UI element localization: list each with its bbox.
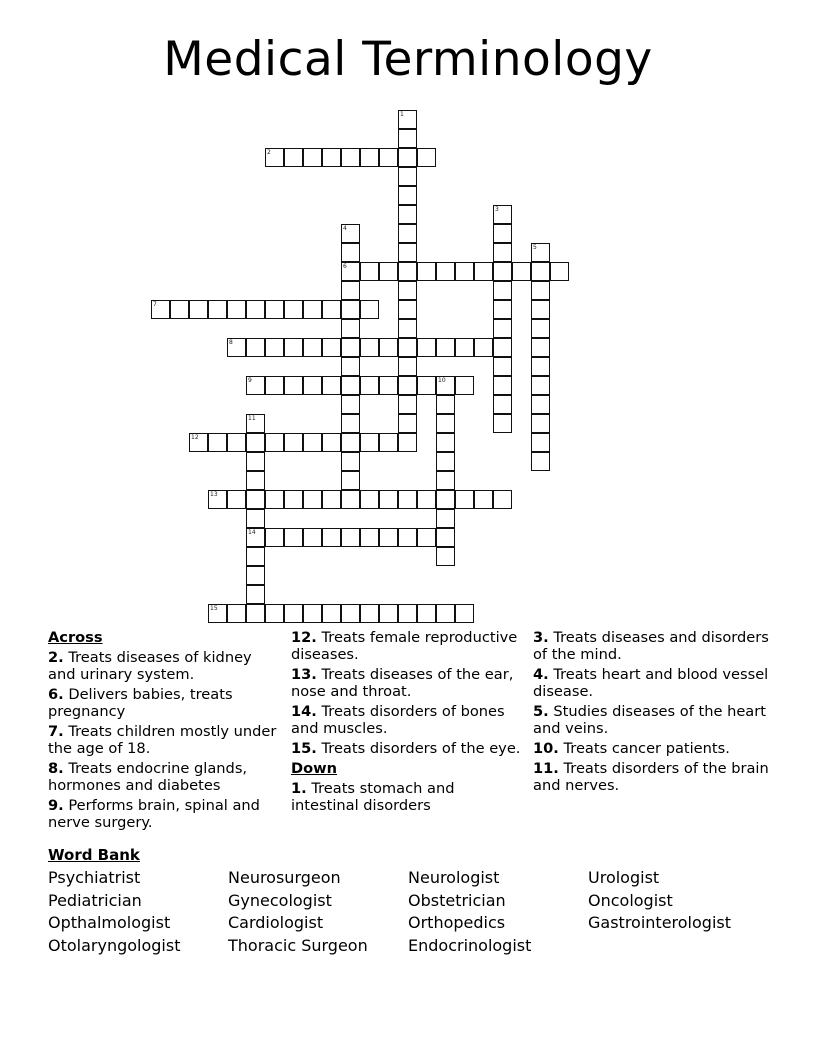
grid-cell[interactable]: [284, 604, 303, 623]
grid-cell[interactable]: [284, 338, 303, 357]
grid-cell[interactable]: [151, 300, 170, 319]
grid-cell[interactable]: [493, 300, 512, 319]
grid-cell[interactable]: [417, 528, 436, 547]
grid-cell[interactable]: [531, 338, 550, 357]
grid-cell[interactable]: [246, 604, 265, 623]
grid-cell[interactable]: [436, 604, 455, 623]
clue-number: 7: [153, 301, 157, 308]
across-heading: Across: [48, 629, 103, 646]
grid-cell[interactable]: [398, 528, 417, 547]
grid-cell[interactable]: [493, 319, 512, 338]
grid-cell[interactable]: [493, 205, 512, 224]
grid-cell[interactable]: [303, 300, 322, 319]
grid-cell[interactable]: [246, 300, 265, 319]
grid-cell[interactable]: [436, 509, 455, 528]
grid-cell[interactable]: [246, 547, 265, 566]
grid-cell[interactable]: [227, 490, 246, 509]
grid-cell[interactable]: [341, 281, 360, 300]
clue-number: 10: [438, 377, 446, 384]
clue-across-8: 8. Treats endocrine glands, hormones and diabetes: [48, 760, 248, 794]
grid-cell[interactable]: [493, 262, 512, 281]
clue-number: 15: [210, 605, 218, 612]
clue-number: 12: [191, 434, 199, 441]
clue-number: 8: [229, 339, 233, 346]
grid-cell[interactable]: [417, 338, 436, 357]
grid-cell[interactable]: [246, 566, 265, 585]
grid-cell[interactable]: [341, 604, 360, 623]
clues-column-1: [48, 629, 283, 834]
grid-cell[interactable]: [322, 433, 341, 452]
clue-down-1: 1. Treats stomach and intestinal disorders: [291, 780, 455, 814]
word-bank-item: Thoracic Surgeon: [228, 935, 368, 955]
grid-cell[interactable]: [493, 414, 512, 433]
clue-number: 9: [248, 377, 252, 384]
grid-cell[interactable]: [246, 490, 265, 509]
grid-cell[interactable]: [360, 262, 379, 281]
clue-number: 1: [400, 111, 404, 118]
grid-cell[interactable]: [303, 376, 322, 395]
down-heading: Down: [291, 760, 338, 777]
grid-cell[interactable]: [341, 433, 360, 452]
word-bank-item: Orthopedics: [408, 913, 506, 932]
grid-cell[interactable]: [398, 186, 417, 205]
grid-cell[interactable]: [341, 319, 360, 338]
clue-across-14: 14. Treats disorders of bones and muscles.: [291, 703, 505, 737]
grid-cell[interactable]: [227, 433, 246, 452]
grid-cell[interactable]: [284, 490, 303, 509]
grid-cell[interactable]: [360, 338, 379, 357]
grid-cell[interactable]: [531, 414, 550, 433]
grid-cell[interactable]: [417, 490, 436, 509]
grid-cell[interactable]: [379, 148, 398, 167]
grid-cell[interactable]: [265, 433, 284, 452]
clue-number: 14: [248, 529, 256, 536]
word-bank-item: Endocrinologist: [408, 935, 532, 955]
grid-cell[interactable]: [474, 338, 493, 357]
grid-cell[interactable]: [208, 433, 227, 452]
grid-cell[interactable]: [379, 262, 398, 281]
clue-down-4: 4. Treats heart and blood vessel disease.: [533, 666, 769, 700]
grid-cell[interactable]: [284, 376, 303, 395]
clue-number: 4: [343, 225, 347, 232]
grid-cell[interactable]: [246, 471, 265, 490]
grid-cell[interactable]: [531, 262, 550, 281]
grid-cell[interactable]: [227, 604, 246, 623]
clue-down-11: 11. Treats disorders of the brain and nerves.: [533, 760, 769, 794]
grid-cell[interactable]: [398, 262, 417, 281]
grid-cell[interactable]: [398, 338, 417, 357]
clue-number: 3: [495, 206, 499, 213]
grid-cell[interactable]: [246, 452, 265, 471]
grid-cell[interactable]: [341, 528, 360, 547]
grid-cell[interactable]: [284, 148, 303, 167]
grid-cell[interactable]: [322, 528, 341, 547]
clue-down-3: 3. Treats diseases and disorders of the mind.: [533, 629, 769, 663]
grid-cell[interactable]: [531, 395, 550, 414]
grid-cell[interactable]: [265, 528, 284, 547]
grid-cell[interactable]: [360, 148, 379, 167]
grid-cell[interactable]: [379, 604, 398, 623]
grid-cell[interactable]: [398, 224, 417, 243]
grid-cell[interactable]: [379, 490, 398, 509]
grid-cell[interactable]: [493, 376, 512, 395]
clue-down-5: 5. Studies diseases of the heart and veins.: [533, 703, 766, 737]
grid-cell[interactable]: [170, 300, 189, 319]
grid-cell[interactable]: [474, 262, 493, 281]
grid-cell[interactable]: [208, 490, 227, 509]
grid-cell[interactable]: [531, 452, 550, 471]
word-bank-item: Oncologist: [588, 890, 673, 910]
word-bank-item: Opthalmologist: [48, 913, 171, 932]
grid-cell[interactable]: [360, 376, 379, 395]
word-bank-item: Urologist: [588, 868, 660, 887]
grid-cell[interactable]: [322, 300, 341, 319]
clue-across-13: 13. Treats diseases of the ear, nose and throat.: [291, 666, 514, 700]
grid-cell[interactable]: [322, 148, 341, 167]
grid-cell[interactable]: [455, 604, 474, 623]
grid-cell[interactable]: [360, 604, 379, 623]
grid-cell[interactable]: [493, 490, 512, 509]
grid-cell[interactable]: [341, 395, 360, 414]
puzzle-title: Medical Terminology: [163, 32, 653, 87]
grid-cell[interactable]: [265, 148, 284, 167]
grid-cell[interactable]: [341, 300, 360, 319]
clues-column-2: [291, 629, 526, 817]
grid-cell[interactable]: [436, 338, 455, 357]
grid-cell[interactable]: [341, 471, 360, 490]
grid-cell[interactable]: [341, 357, 360, 376]
grid-cell[interactable]: [398, 205, 417, 224]
grid-cell[interactable]: [398, 129, 417, 148]
grid-cell[interactable]: [455, 338, 474, 357]
clue-number: 5: [533, 244, 537, 251]
grid-cell[interactable]: [417, 604, 436, 623]
grid-cell[interactable]: [398, 490, 417, 509]
grid-cell[interactable]: [455, 262, 474, 281]
grid-cell[interactable]: [341, 376, 360, 395]
grid-cell[interactable]: [436, 528, 455, 547]
word-bank-item: Gynecologist: [228, 890, 332, 910]
grid-cell[interactable]: [436, 452, 455, 471]
grid-cell[interactable]: [322, 490, 341, 509]
clues-column-3: [533, 629, 773, 797]
grid-cell[interactable]: [208, 300, 227, 319]
clue-number: 6: [343, 263, 347, 270]
grid-cell[interactable]: [436, 262, 455, 281]
grid-cell[interactable]: [303, 528, 322, 547]
grid-cell[interactable]: [493, 338, 512, 357]
clue-number: 13: [210, 491, 218, 498]
grid-cell[interactable]: [379, 528, 398, 547]
word-bank-title: Word Bank: [48, 846, 140, 864]
grid-cell[interactable]: [360, 433, 379, 452]
grid-cell[interactable]: [398, 376, 417, 395]
grid-cell[interactable]: [265, 376, 284, 395]
grid-cell[interactable]: [455, 490, 474, 509]
word-bank: [48, 867, 788, 957]
grid-cell[interactable]: [436, 433, 455, 452]
grid-cell[interactable]: [341, 243, 360, 262]
grid-cell[interactable]: [398, 357, 417, 376]
clue-down-10: 10. Treats cancer patients.: [533, 740, 730, 757]
grid-cell[interactable]: [436, 376, 455, 395]
grid-cell[interactable]: [417, 148, 436, 167]
grid-cell[interactable]: [265, 490, 284, 509]
grid-cell[interactable]: [246, 585, 265, 604]
grid-cell[interactable]: [531, 357, 550, 376]
grid-cell[interactable]: [265, 338, 284, 357]
grid-cell[interactable]: [398, 319, 417, 338]
grid-cell[interactable]: [436, 471, 455, 490]
clue-number: 11: [248, 415, 256, 422]
clue-across-2: 2. Treats diseases of kidney and urinary system.: [48, 649, 252, 683]
grid-cell[interactable]: [322, 604, 341, 623]
word-bank-item: Neurologist: [408, 868, 500, 887]
grid-cell[interactable]: [246, 414, 265, 433]
grid-cell[interactable]: [493, 281, 512, 300]
grid-cell[interactable]: [246, 509, 265, 528]
grid-cell[interactable]: [531, 281, 550, 300]
grid-cell[interactable]: [493, 243, 512, 262]
grid-cell[interactable]: [398, 300, 417, 319]
clue-across-12: 12. Treats female reproductive diseases.: [291, 629, 518, 663]
grid-cell[interactable]: [322, 376, 341, 395]
grid-cell[interactable]: [360, 528, 379, 547]
grid-cell[interactable]: [531, 300, 550, 319]
grid-cell[interactable]: [493, 357, 512, 376]
grid-cell[interactable]: [341, 452, 360, 471]
grid-cell[interactable]: [436, 490, 455, 509]
grid-cell[interactable]: [379, 338, 398, 357]
clue-across-15: 15. Treats disorders of the eye.: [291, 740, 521, 757]
grid-cell[interactable]: [474, 490, 493, 509]
grid-cell[interactable]: [398, 243, 417, 262]
word-bank-item: Gastrointerologist: [588, 913, 731, 932]
grid-cell[interactable]: [303, 338, 322, 357]
word-bank-item: Otolaryngologist: [48, 935, 181, 955]
grid-cell[interactable]: [341, 338, 360, 357]
grid-cell[interactable]: [531, 376, 550, 395]
grid-cell[interactable]: [303, 604, 322, 623]
grid-cell[interactable]: [265, 604, 284, 623]
grid-cell[interactable]: [341, 262, 360, 281]
grid-cell[interactable]: [398, 110, 417, 129]
grid-cell[interactable]: [436, 395, 455, 414]
grid-cell[interactable]: [265, 300, 284, 319]
grid-cell[interactable]: [303, 490, 322, 509]
grid-cell[interactable]: [531, 243, 550, 262]
word-bank-item: Cardiologist: [228, 913, 324, 932]
grid-cell[interactable]: [379, 376, 398, 395]
clue-across-9: 9. Performs brain, spinal and nerve surgery.: [48, 797, 260, 831]
grid-cell[interactable]: [531, 319, 550, 338]
grid-cell[interactable]: [398, 604, 417, 623]
grid-cell[interactable]: [322, 338, 341, 357]
grid-cell[interactable]: [398, 433, 417, 452]
grid-cell[interactable]: [512, 262, 531, 281]
grid-cell[interactable]: [341, 148, 360, 167]
grid-cell[interactable]: [341, 490, 360, 509]
grid-cell[interactable]: [360, 490, 379, 509]
grid-cell[interactable]: [398, 148, 417, 167]
word-bank-item: Obstetrician: [408, 890, 506, 910]
grid-cell[interactable]: [303, 433, 322, 452]
word-bank-item: Neurosurgeon: [228, 868, 341, 887]
clue-number: 2: [267, 149, 271, 156]
grid-cell[interactable]: [246, 376, 265, 395]
clue-across-7: 7. Treats children mostly under the age of 18.: [48, 723, 277, 757]
grid-cell[interactable]: [398, 281, 417, 300]
grid-cell[interactable]: [455, 376, 474, 395]
grid-cell[interactable]: [436, 547, 455, 566]
grid-cell[interactable]: [189, 433, 208, 452]
grid-cell[interactable]: [341, 224, 360, 243]
grid-cell[interactable]: [379, 433, 398, 452]
grid-cell[interactable]: [360, 300, 379, 319]
grid-cell[interactable]: [417, 262, 436, 281]
clue-across-6: 6. Delivers babies, treats pregnancy: [48, 686, 233, 720]
grid-cell[interactable]: [303, 148, 322, 167]
grid-cell[interactable]: [436, 414, 455, 433]
word-bank-item: Pediatrician: [48, 890, 142, 910]
grid-cell[interactable]: [398, 395, 417, 414]
grid-cell[interactable]: [417, 376, 436, 395]
grid-cell[interactable]: [284, 433, 303, 452]
grid-cell[interactable]: [284, 300, 303, 319]
grid-cell[interactable]: [246, 528, 265, 547]
grid-cell[interactable]: [208, 604, 227, 623]
grid-cell[interactable]: [246, 433, 265, 452]
grid-cell[interactable]: [398, 414, 417, 433]
grid-cell[interactable]: [341, 414, 360, 433]
grid-cell[interactable]: [246, 338, 265, 357]
grid-cell[interactable]: [189, 300, 208, 319]
grid-cell[interactable]: [227, 338, 246, 357]
grid-cell[interactable]: [398, 167, 417, 186]
grid-cell[interactable]: [284, 528, 303, 547]
grid-cell[interactable]: [493, 395, 512, 414]
grid-cell[interactable]: [493, 224, 512, 243]
grid-cell[interactable]: [531, 433, 550, 452]
word-bank-item: Psychiatrist: [48, 868, 141, 887]
grid-cell[interactable]: [550, 262, 569, 281]
grid-cell[interactable]: [227, 300, 246, 319]
